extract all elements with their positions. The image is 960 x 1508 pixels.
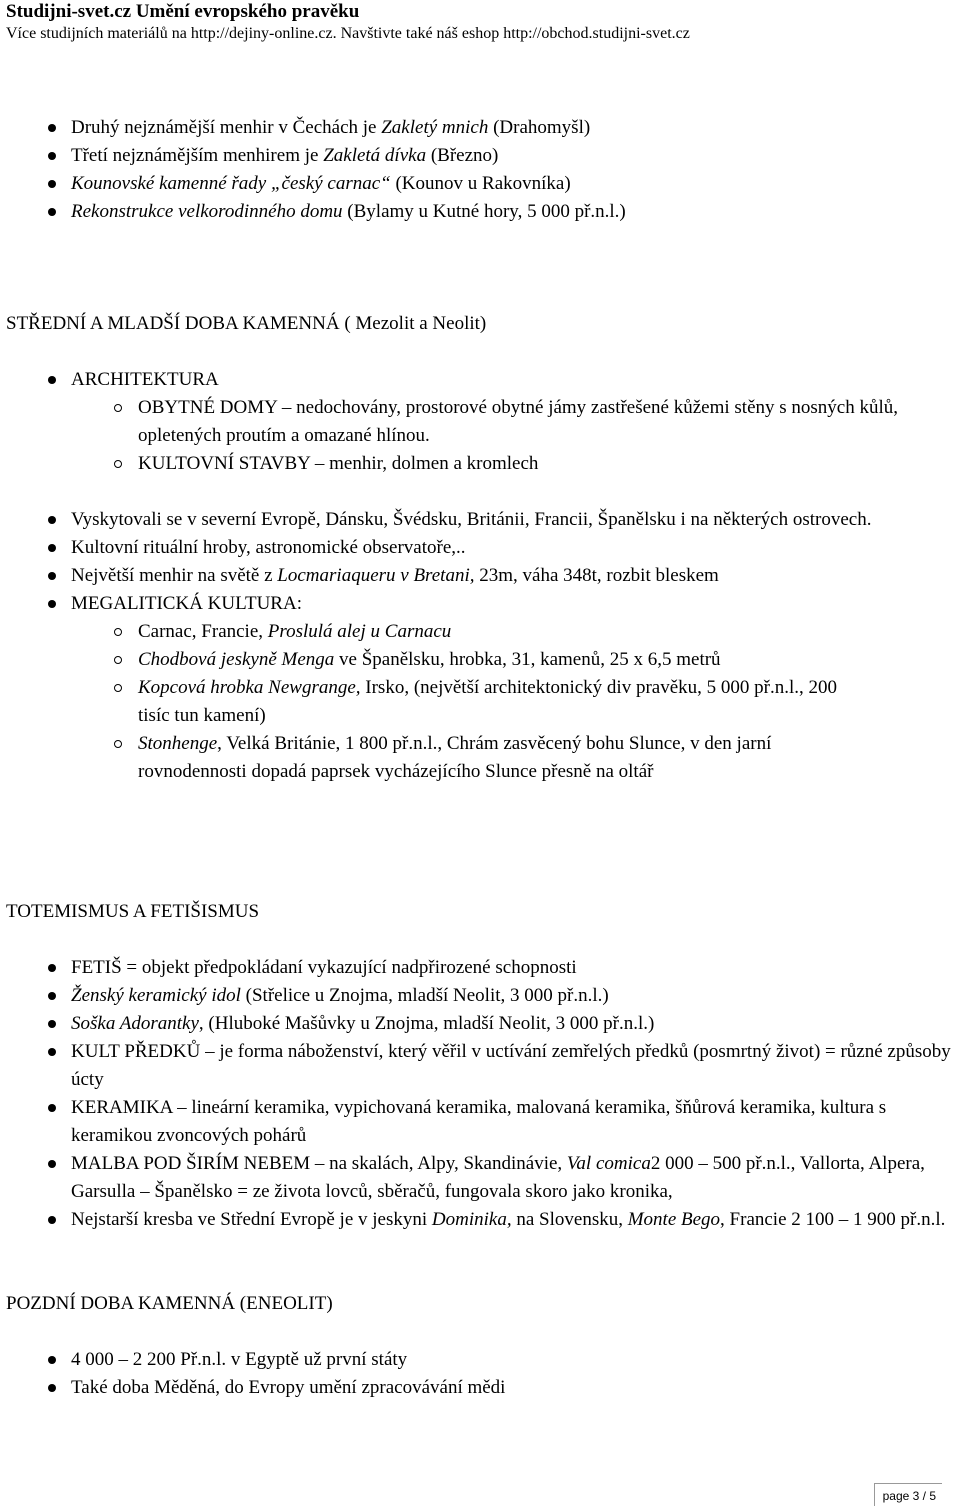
page-header bbox=[6, 0, 956, 44]
list-item: Také doba Měděná, do Evropy umění zpracovávání mědi bbox=[6, 1374, 951, 1402]
list-item: OBYTNÉ DOMY – nedochovány, prostorové obytné jámy zastřešené kůžemi stěny s nosných kůlů, opletených proutím a omazané hlínou. bbox=[71, 394, 901, 450]
list-item: Soška Adorantky, (Hluboké Mašůvky u Znojma, mladší Neolit, 3 000 př.n.l.) bbox=[6, 1010, 951, 1038]
architektura-sublist bbox=[71, 394, 901, 478]
page-number: page 3 / 5 bbox=[874, 1483, 942, 1506]
list-item: Carnac, Francie, Proslulá alej u Carnacu bbox=[71, 618, 871, 646]
list-item: Chodbová jeskyně Menga ve Španělsku, hrobka, 31, kamenů, 25 x 6,5 metrů bbox=[71, 646, 871, 674]
totemismus-list bbox=[6, 954, 951, 1234]
list-item: Druhý nejznámější menhir v Čechách je Zakletý mnich (Drahomyšl) bbox=[6, 114, 951, 142]
list-item: Rekonstrukce velkorodinného domu (Bylamy u Kutné hory, 5 000 př.n.l.) bbox=[6, 198, 951, 226]
list-item: Vyskytovali se v severní Evropě, Dánsku, Švédsku, Británii, Francii, Španělsku i na některých ostrovech. bbox=[6, 506, 931, 534]
list-item: Stonhenge, Velká Británie, 1 800 př.n.l., Chrám zasvěcený bohu Slunce, v den jarní rovnodennosti dopadá paprsek vycházejícího Slunce přesně na oltář bbox=[71, 730, 871, 786]
list-item: MEGALITICKÁ KULTURA: Carnac, Francie, Proslulá alej u Carnacu Chodbová jeskyně Menga ve Španělsku, hrobka, 31, kamenů, 25 x 6,5 metrů Kopcová hrobka Newgrange, Irsko, (největší architektonický div pravěku, 5 000 př.n.l., 200 tisíc tun kamení) Stonhenge, Velká Británie, 1 800 př.n.l., Chrám zasvěcený bohu Slunce, v den jarní rovnodennosti dopadá paprsek vycházejícího Slunce přesně na oltář bbox=[6, 590, 931, 786]
list-item: Třetí nejznámějším menhirem je Zakletá dívka (Březno) bbox=[6, 142, 951, 170]
list-item: KERAMIKA – lineární keramika, vypichovaná keramika, malovaná keramika, šňůrová keramika, kultura s keramikou zvoncových pohárů bbox=[6, 1094, 951, 1150]
list-item: Kopcová hrobka Newgrange, Irsko, (největší architektonický div pravěku, 5 000 př.n.l., 200 tisíc tun kamení) bbox=[71, 674, 871, 730]
list-item: Největší menhir na světě z Locmariaqueru v Bretani, 23m, váha 348t, rozbit bleskem bbox=[6, 562, 931, 590]
megalit-sublist bbox=[71, 618, 871, 786]
section-title-totemismus: TOTEMISMUS A FETIŠISMUS bbox=[6, 901, 260, 922]
header-title: Studijni-svet.cz Umění evropského pravěku bbox=[6, 1, 360, 22]
list-item: 4 000 – 2 200 Př.n.l. v Egyptě už první státy bbox=[6, 1346, 951, 1374]
list-item: Kounovské kamenné řady „český carnac“ (Kounov u Rakovníka) bbox=[6, 170, 951, 198]
list-item: FETIŠ = objekt předpokládaní vykazující nadpřirozené schopnosti bbox=[6, 954, 951, 982]
list-item: Nejstarší kresba ve Střední Evropě je v jeskyni Dominika, na Slovensku, Monte Bego, Francie 2 100 – 1 900 př.n.l. bbox=[6, 1206, 951, 1234]
list-item: KULTOVNÍ STAVBY – menhir, dolmen a kromlech bbox=[71, 450, 901, 478]
section-title-eneolit: POZDNÍ DOBA KAMENNÁ (ENEOLIT) bbox=[6, 1293, 333, 1314]
megalit-list bbox=[6, 506, 931, 786]
eneolit-list bbox=[6, 1346, 951, 1402]
list-item: Kultovní rituální hroby, astronomické observatoře,.. bbox=[6, 534, 931, 562]
list-item: Ženský keramický idol (Střelice u Znojma, mladší Neolit, 3 000 př.n.l.) bbox=[6, 982, 951, 1010]
section-title-mezolit: STŘEDNÍ A MLADŠÍ DOBA KAMENNÁ ( Mezolit a Neolit) bbox=[6, 313, 487, 334]
header-subtitle: Více studijních materiálů na http://dejiny-online.cz. Navštivte také náš eshop http://obchod.studijni-svet.cz bbox=[6, 25, 690, 42]
architektura-list bbox=[6, 366, 926, 478]
top-list bbox=[6, 114, 951, 226]
list-item: ARCHITEKTURA OBYTNÉ DOMY – nedochovány, prostorové obytné jámy zastřešené kůžemi stěny s nosných kůlů, opletených proutím a omazané hlínou. KULTOVNÍ STAVBY – menhir, dolmen a kromlech bbox=[6, 366, 926, 478]
list-item: KULT PŘEDKŮ – je forma náboženství, který věřil v uctívání zemřelých předků (posmrtný život) = různé způsoby úcty bbox=[6, 1038, 951, 1094]
list-item: MALBA POD ŠIRÍM NEBEM – na skalách, Alpy, Skandinávie, Val comica2 000 – 500 př.n.l., Vallorta, Alpera, Garsulla – Španělsko = ze života lovců, sběračů, fungovala skoro jako kronika, bbox=[6, 1150, 951, 1206]
